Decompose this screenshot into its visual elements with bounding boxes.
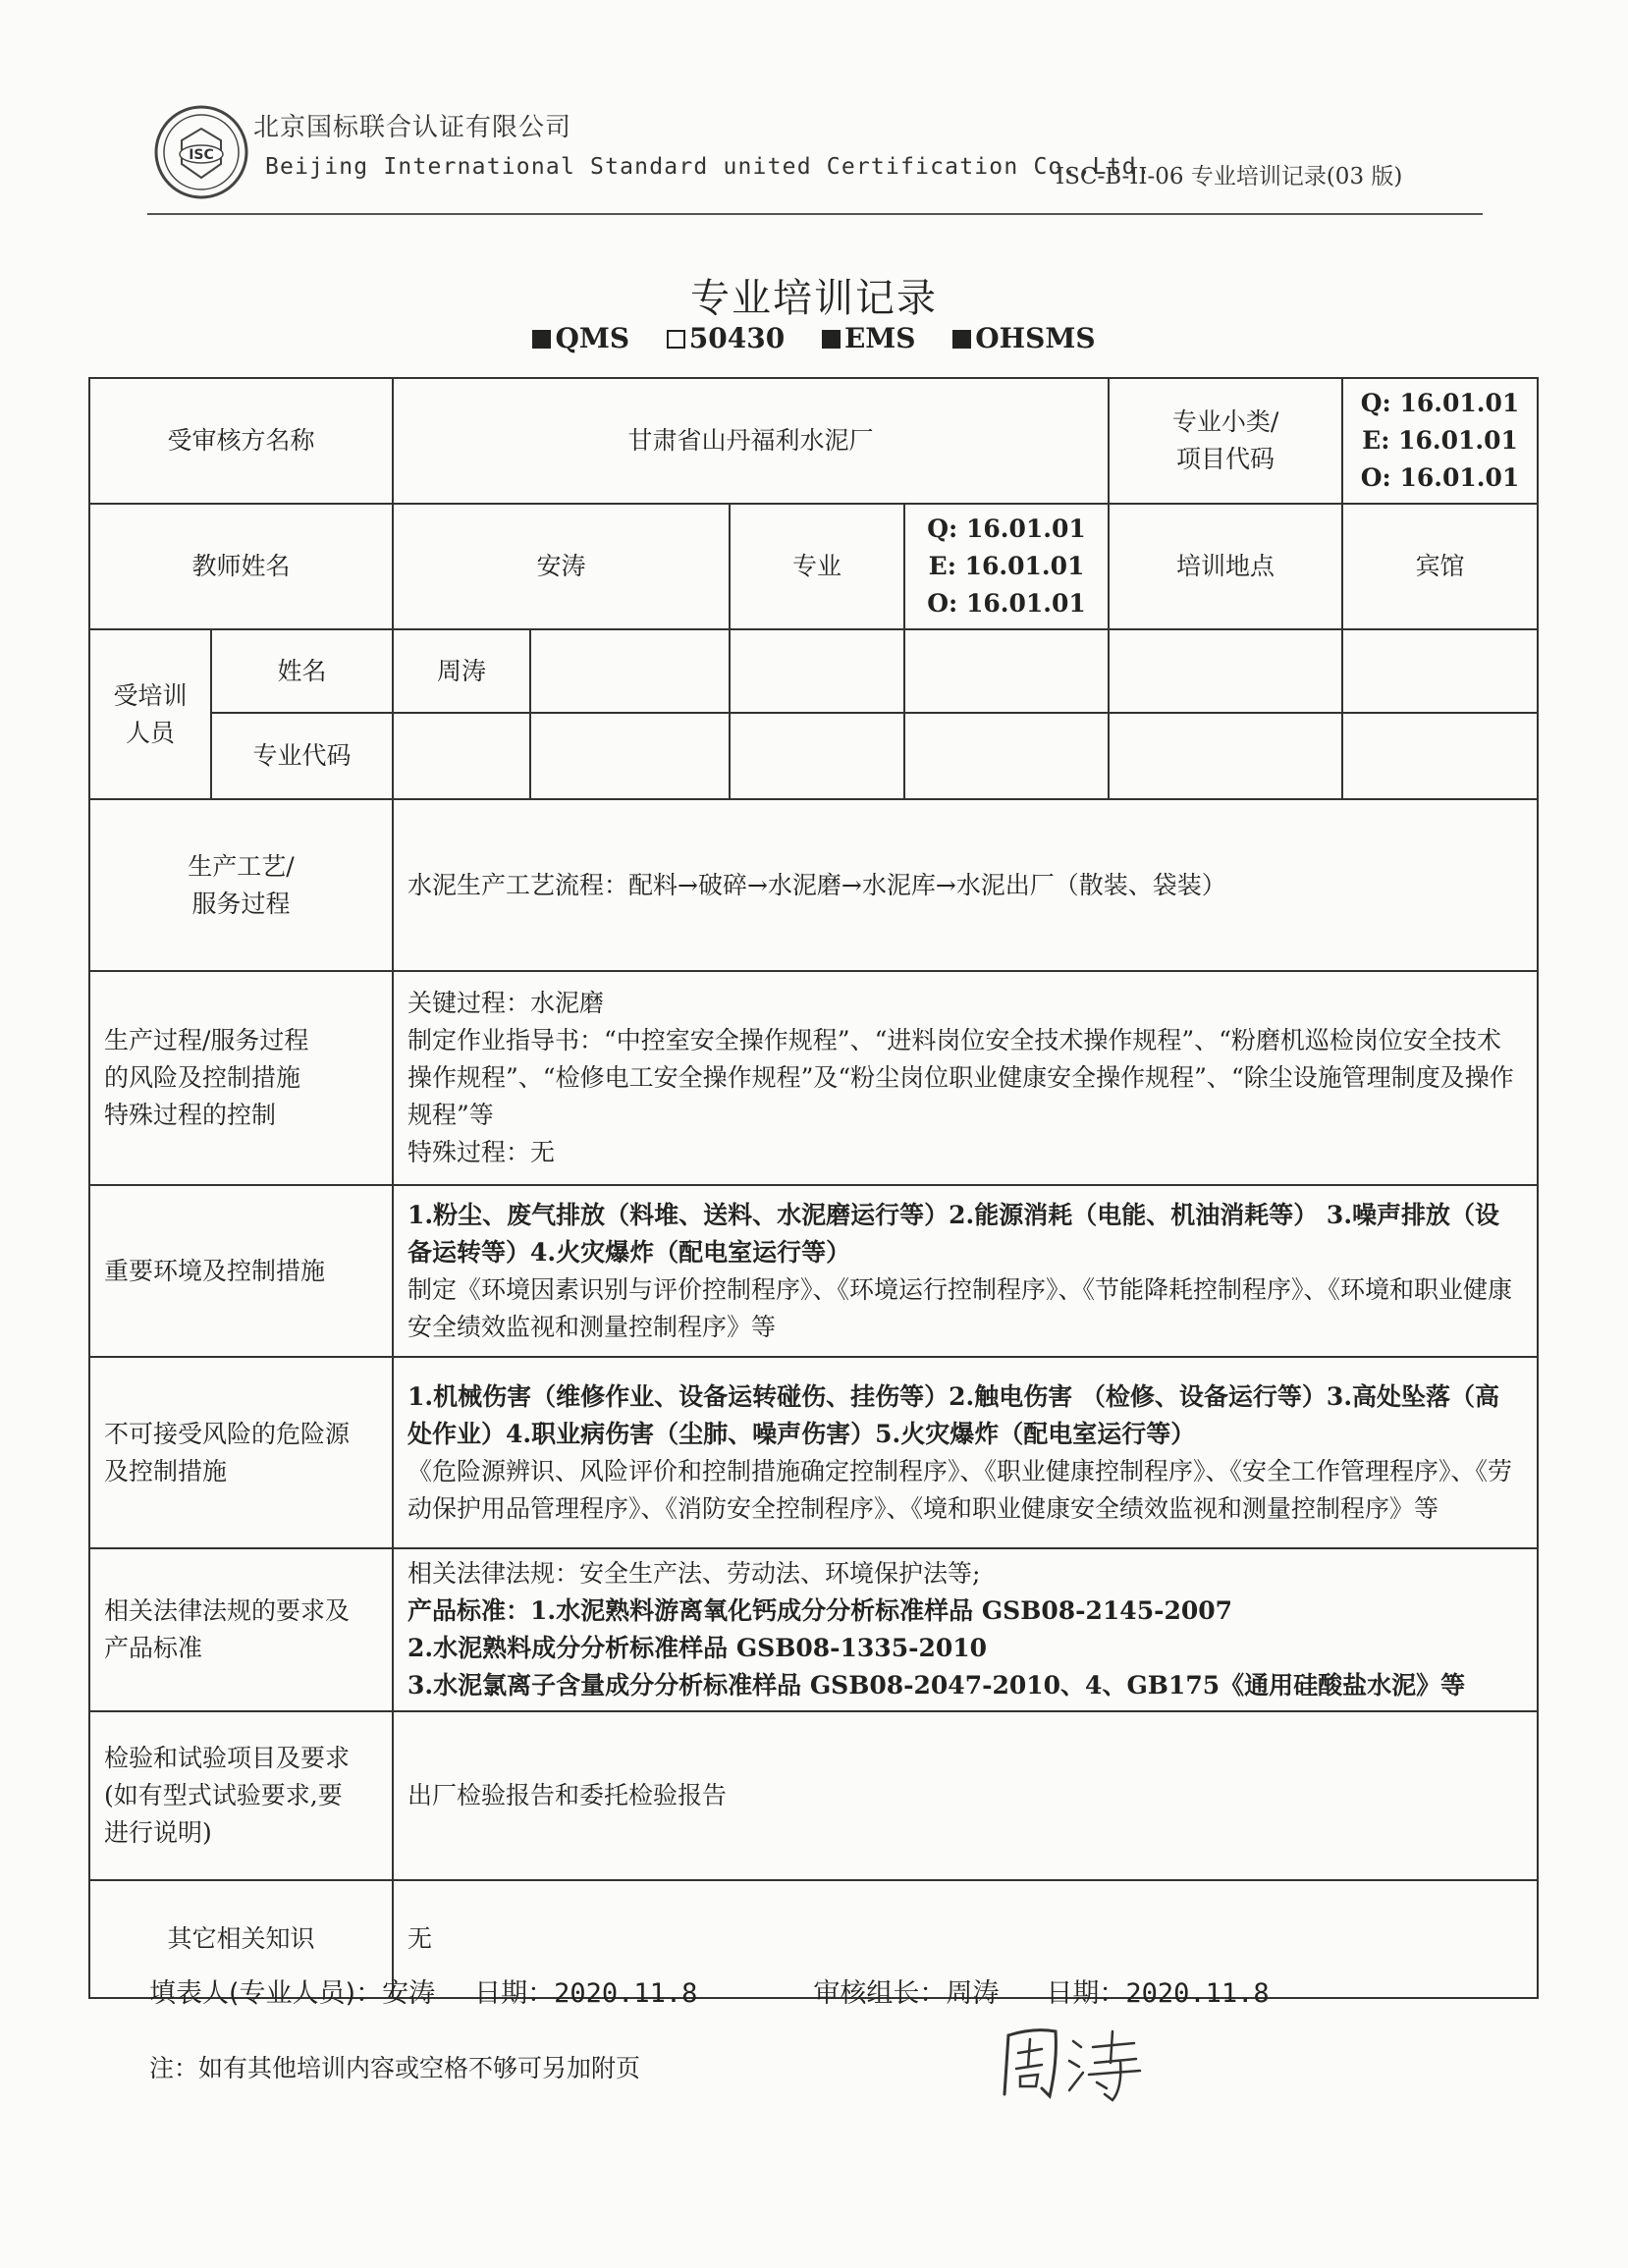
process-label: 生产工艺/ 服务过程 xyxy=(89,799,393,971)
header-divider xyxy=(147,213,1483,215)
document-title: 专业培训记录 xyxy=(690,276,938,321)
company-name-cn: 北京国标联合认证有限公司 xyxy=(253,113,572,142)
key-process: 关键过程：水泥磨 xyxy=(407,989,605,1017)
checkbox-ems[interactable] xyxy=(822,330,841,349)
signoff-line xyxy=(149,1971,1270,2010)
risk-label: 生产过程/服务过程 的风险及控制措施 特殊过程的控制 xyxy=(89,971,393,1185)
leader-label: 审核组长： xyxy=(813,1978,947,2009)
teacher-label: 教师姓名 xyxy=(89,504,393,629)
law-row xyxy=(89,1548,1538,1711)
company-name-en: Beijing International Standard united Certification Co.,Ltd. xyxy=(265,154,1152,180)
product-standard-1: 产品标准：1.水泥熟料游离氧化钙成分分析标准样品 GSB08-2145-2007 xyxy=(407,1596,1233,1625)
environment-content xyxy=(393,1185,1538,1357)
trainee-name-empty-4 xyxy=(1109,629,1342,713)
trainee-name-label: 姓名 xyxy=(211,629,393,713)
risk-content xyxy=(393,971,1538,1185)
environment-label: 重要环境及控制措施 xyxy=(89,1185,393,1357)
management-systems xyxy=(0,322,1628,354)
auditee-label: 受审核方名称 xyxy=(89,378,393,504)
trainee-label: 受培训 人员 xyxy=(89,629,211,799)
isc-logo-icon xyxy=(151,103,251,201)
laws-regulations: 相关法律法规：安全生产法、劳动法、环境保护法等; xyxy=(407,1559,981,1588)
teacher-row xyxy=(89,504,1538,629)
other-knowledge-label: 其它相关知识 xyxy=(89,1880,393,1998)
hazard-content xyxy=(393,1357,1538,1548)
trainee-code-empty-0 xyxy=(393,713,530,799)
hazard-procedures: 《危险源辨识、风险评价和控制措施确定控制程序》、《职业健康控制程序》、《安全工作管理程序》、《劳动保护用品管理程序》、《消防安全控制程序》、《境和职业健康安全绩效监视和测量控制程序》等 xyxy=(407,1456,1513,1523)
trainee-name-empty-2 xyxy=(730,629,904,713)
logo-text: ISC xyxy=(189,147,214,163)
environment-procedures: 制定《环境因素识别与评价控制程序》、《环境运行控制程序》、《节能降耗控制程序》、《环境和职业健康安全绩效监视和测量控制程序》等 xyxy=(407,1274,1513,1341)
filler-date-label: 日期： xyxy=(474,1978,555,2009)
law-label: 相关法律法规的要求及 产品标准 xyxy=(89,1548,393,1711)
process-row xyxy=(89,799,1538,971)
trainee-name-empty-3 xyxy=(904,629,1109,713)
filler-label: 填表人(专业人员)： xyxy=(149,1978,383,2009)
other-knowledge-content: 无 xyxy=(393,1880,1538,1998)
environment-aspects: 1.粉尘、废气排放（料堆、送料、水泥磨运行等）2.能源消耗（电能、机油消耗等） 3.噪声排放（设备运转等）4.火灾爆炸（配电室运行等） xyxy=(407,1200,1500,1267)
training-record-table xyxy=(88,377,1539,1999)
letterhead xyxy=(147,93,1492,221)
hazard-list: 1.机械伤害（维修作业、设备运转碰伤、挂伤等）2.触电伤害 （检修、设备运行等）3.高处坠落（高处作业）4.职业病伤害（尘肺、噪声伤害）5.火灾爆炸（配电室运行等） xyxy=(407,1381,1500,1448)
system-ems[interactable]: EMS xyxy=(822,322,916,354)
trainee-name-empty-1 xyxy=(530,629,730,713)
risk-row xyxy=(89,971,1538,1185)
filler-date: 2020.11.8 xyxy=(554,1978,698,2009)
work-instructions: 制定作业指导书：“中控室安全操作规程”、“进料岗位安全技术操作规程”、“粉磨机巡检岗位安全技术操作规程”、“检修电工安全操作规程”及“粉尘岗位职业健康安全操作规程”、“除尘设施管理制度及操作规程”等 xyxy=(407,1026,1514,1129)
product-standard-3: 3.水泥氯离子含量成分分析标准样品 GSB08-2047-2010、4、GB175《通用硅酸盐水泥》等 xyxy=(407,1671,1466,1700)
teacher-name: 安涛 xyxy=(393,504,730,629)
trainee-name: 周涛 xyxy=(393,629,530,713)
leader-date-label: 日期： xyxy=(1046,1978,1126,2009)
hazard-label: 不可接受风险的危险源 及控制措施 xyxy=(89,1357,393,1548)
system-ohsms[interactable]: OHSMS xyxy=(952,322,1095,354)
footnote: 注：如有其他培训内容或空格不够可另加附页 xyxy=(149,2054,641,2082)
leader-name: 周涛 xyxy=(946,1978,1000,2009)
inspection-content: 出厂检验报告和委托检验报告 xyxy=(393,1711,1538,1880)
leader-date: 2020.11.8 xyxy=(1125,1978,1270,2009)
filler-name: 安涛 xyxy=(382,1978,436,2009)
trainee-code-label: 专业代码 xyxy=(211,713,393,799)
major-label: 专业 xyxy=(730,504,904,629)
trainee-code-empty-4 xyxy=(1109,713,1342,799)
auditee-row xyxy=(89,378,1538,504)
checkbox-ohsms[interactable] xyxy=(952,330,971,349)
form-code: ISC-B-II-06 专业培训记录(03 版) xyxy=(1056,164,1403,189)
trainee-code-empty-5 xyxy=(1342,713,1538,799)
handwritten-signature-icon xyxy=(987,2018,1159,2106)
training-place: 宾馆 xyxy=(1342,504,1538,629)
trainee-name-empty-5 xyxy=(1342,629,1538,713)
process-content: 水泥生产工艺流程：配料→破碎→水泥磨→水泥库→水泥出厂（散装、袋装） xyxy=(393,799,1538,971)
system-qms[interactable]: QMS xyxy=(532,322,629,354)
trainee-code-empty-3 xyxy=(904,713,1109,799)
major-codes: Q: 16.01.01 E: 16.01.01 O: 16.01.01 xyxy=(904,504,1109,629)
checkbox-50430[interactable] xyxy=(667,330,685,349)
hazard-row xyxy=(89,1357,1538,1548)
trainee-name-row xyxy=(89,629,1538,713)
law-content xyxy=(393,1548,1538,1711)
special-process: 特殊过程：无 xyxy=(407,1138,556,1166)
trainee-code-empty-1 xyxy=(530,713,730,799)
training-place-label: 培训地点 xyxy=(1109,504,1342,629)
trainee-code-row xyxy=(89,713,1538,799)
environment-row xyxy=(89,1185,1538,1357)
system-50430[interactable]: 50430 xyxy=(667,322,785,354)
inspection-row xyxy=(89,1711,1538,1880)
product-standard-2: 2.水泥熟料成分分析标准样品 GSB08-1335-2010 xyxy=(407,1634,988,1662)
checkbox-qms[interactable] xyxy=(532,330,551,349)
trainee-code-empty-2 xyxy=(730,713,904,799)
category-code-label: 专业小类/ 项目代码 xyxy=(1109,378,1342,504)
category-codes: Q: 16.01.01 E: 16.01.01 O: 16.01.01 xyxy=(1342,378,1538,504)
inspection-label: 检验和试验项目及要求 (如有型式试验要求,要 进行说明) xyxy=(89,1711,393,1880)
auditee-name: 甘肃省山丹福利水泥厂 xyxy=(393,378,1109,504)
